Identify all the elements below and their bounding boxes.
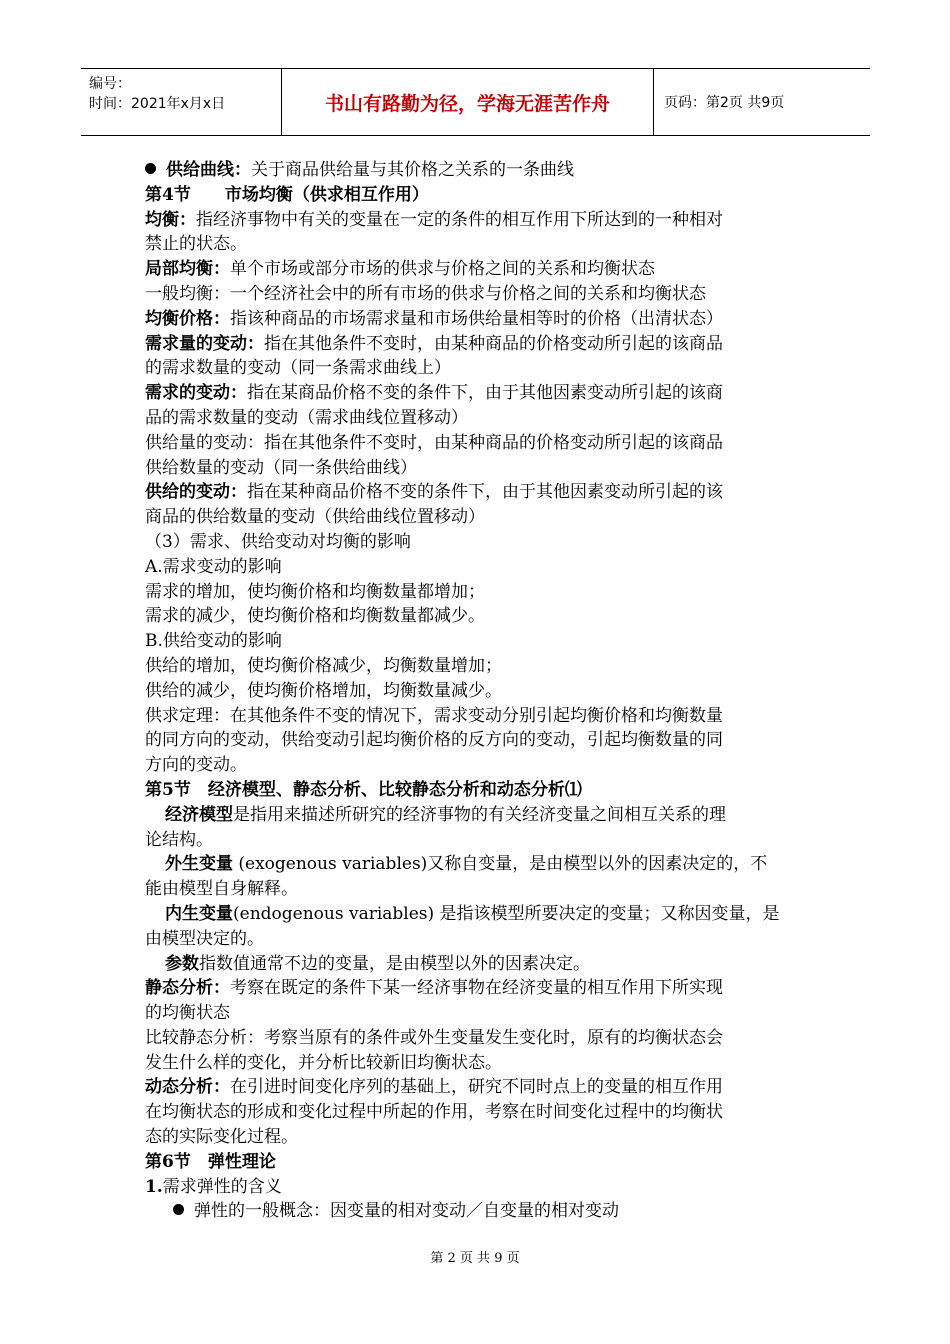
line-text: 供给的增加，使均衡价格减少，均衡数量增加； [145, 655, 502, 676]
line-text: 需求弹性的含义 [162, 1176, 282, 1197]
text-line [145, 803, 810, 828]
text-line [145, 952, 810, 977]
text-line [145, 381, 810, 406]
line-text: 比较静态分析：考察当原有的条件或外生变量发生变化时，原有的均衡状态会 [145, 1027, 723, 1048]
header-page-info: 页码：第2页 共9页 [664, 95, 785, 111]
text-line [145, 257, 810, 282]
line-text: 需求的减少，使均衡价格和均衡数量都减少。 [145, 606, 485, 627]
text-line [145, 282, 810, 307]
document-body [145, 158, 810, 1224]
line-text: 商品的供给数量的变动（供给曲线位置移动） [145, 507, 485, 528]
bold-term: 第6节 弹性理论 [145, 1151, 276, 1172]
text-line [145, 927, 810, 952]
line-text: 品的需求数量的变动（需求曲线位置移动） [145, 407, 468, 428]
text-line [145, 1150, 810, 1175]
text-line [145, 604, 810, 629]
text-line [145, 629, 810, 654]
line-text: A.需求变动的影响 [145, 556, 282, 577]
line-text: 由模型决定的。 [145, 928, 264, 949]
bold-term: 均衡价格： [145, 308, 230, 329]
line-text: 的同方向的变动，供给变动引起均衡价格的反方向的变动，引起均衡数量的同 [145, 730, 723, 751]
line-text: 供给量的变动：指在其他条件不变时，由某种商品的价格变动所引起的该商品 [145, 432, 723, 453]
bold-term: 外生变量 [165, 854, 233, 875]
text-line [145, 778, 810, 803]
line-text: 考察在既定的条件下某一经济事物在经济变量的相互作用下所实现 [230, 978, 723, 999]
bold-term: 经济模型 [165, 804, 233, 825]
text-line [145, 356, 810, 381]
time-label: 时间：2021年x月x日 [89, 96, 226, 112]
line-text: 指在其他条件不变时，由某种商品的价格变动所引起的该商品 [264, 333, 723, 354]
text-line [145, 183, 810, 208]
text-line [145, 456, 810, 481]
line-text: 指在某商品价格不变的条件下，由于其他因素变动所引起的该商 [247, 383, 723, 404]
text-line [145, 530, 810, 555]
bold-term: 需求的变动： [145, 383, 247, 404]
text-line [145, 902, 810, 927]
text-line [145, 1026, 810, 1051]
text-line [145, 406, 810, 431]
text-line [145, 1075, 810, 1100]
line-text: 是指用来描述所研究的经济事物的有关经济变量之间相互关系的理 [233, 804, 726, 825]
line-text: 单个市场或部分市场的供求与价格之间的关系和均衡状态 [230, 259, 655, 280]
text-line [145, 852, 810, 877]
bullet-icon [173, 1204, 184, 1215]
line-text: 指数值通常不边的变量，是由模型以外的因素决定。 [199, 953, 590, 974]
text-line [145, 654, 810, 679]
text-line [145, 208, 810, 233]
text-line [145, 1199, 810, 1224]
line-text: 指在某种商品价格不变的条件下，由于其他因素变动所引起的该 [247, 482, 723, 503]
text-line [145, 1001, 810, 1026]
text-line [145, 828, 810, 853]
bold-term: 供给的变动： [145, 482, 247, 503]
text-line [145, 505, 810, 530]
line-text: 的均衡状态 [145, 1003, 230, 1024]
text-line [145, 431, 810, 456]
bold-term: 动态分析： [145, 1077, 230, 1098]
bold-term: 第4节 市场均衡（供求相互作用） [145, 184, 429, 205]
line-text: 在均衡状态的形成和变化过程中所起的作用，考察在时间变化过程中的均衡状 [145, 1102, 723, 1123]
text-line [145, 877, 810, 902]
line-text: 弹性的一般概念：因变量的相对变动／自变量的相对变动 [194, 1201, 619, 1222]
line-text: 一般均衡：一个经济社会中的所有市场的供求与价格之间的关系和均衡状态 [145, 283, 706, 304]
line-text: 发生什么样的变化，并分析比较新旧均衡状态。 [145, 1052, 502, 1073]
line-text: 指经济事物中有关的变量在一定的条件的相互作用下所达到的一种相对 [196, 209, 723, 230]
bold-term: 内生变量 [165, 903, 233, 924]
bold-term: 第5节 经济模型、静态分析、比较静态分析和动态分析⑴ [145, 779, 582, 800]
bullet-icon [145, 163, 156, 174]
text-line [145, 976, 810, 1001]
line-text: 供给数量的变动（同一条供给曲线） [145, 457, 417, 478]
line-text: 指该种商品的市场需求量和市场供给量相等时的价格（出清状态） [230, 308, 723, 329]
bold-term: 参数 [165, 953, 199, 974]
bold-term: 局部均衡： [145, 259, 230, 280]
header-motto: 书山有路勤为径，学海无涯苦作舟 [282, 69, 654, 135]
text-line [145, 1051, 810, 1076]
line-text: 方向的变动。 [145, 755, 247, 776]
bold-term: 1. [145, 1176, 163, 1197]
line-text: （3）需求、供给变动对均衡的影响 [145, 531, 411, 552]
header-meta-cell [81, 69, 282, 135]
line-text: 的需求数量的变动（同一条需求曲线上） [145, 358, 451, 379]
page-footer: 第 2 页 共 9 页 [430, 1251, 520, 1266]
line-text: 关于商品供给量与其价格之关系的一条曲线 [251, 160, 574, 180]
text-line [145, 1125, 810, 1150]
bold-term: 供给曲线： [166, 160, 251, 180]
bold-term: 静态分析： [145, 978, 230, 999]
text-line [145, 307, 810, 332]
header-table [81, 68, 870, 136]
line-text: 在引进时间变化序列的基础上，研究不同时点上的变量的相互作用 [230, 1077, 723, 1098]
text-line [145, 753, 810, 778]
line-text: 需求的增加，使均衡价格和均衡数量都增加； [145, 581, 485, 602]
text-line [145, 1175, 810, 1200]
text-line [145, 580, 810, 605]
text-line [145, 555, 810, 580]
line-text: (exogenous variables)又称自变量，是由模型以外的因素决定的，不 [233, 854, 768, 875]
line-text: (endogenous variables) 是指该模型所要决定的变量；又称因变量，是 [233, 903, 780, 924]
text-line [145, 704, 810, 729]
text-line [145, 728, 810, 753]
bold-term: 需求量的变动： [145, 333, 264, 354]
text-line [145, 480, 810, 505]
line-text: 供求定理：在其他条件不变的情况下，需求变动分别引起均衡价格和均衡数量 [145, 705, 723, 726]
line-text: 能由模型自身解释。 [145, 879, 298, 900]
text-line [145, 679, 810, 704]
line-text: B.供给变动的影响 [145, 631, 282, 652]
text-line [145, 232, 810, 257]
text-line [145, 332, 810, 357]
text-line [145, 158, 810, 183]
line-text: 态的实际变化过程。 [145, 1127, 298, 1148]
text-line [145, 1100, 810, 1125]
line-text: 禁止的状态。 [145, 234, 247, 255]
line-text: 论结构。 [145, 829, 213, 850]
bold-term: 均衡： [145, 209, 196, 230]
line-text: 供给的减少，使均衡价格增加，均衡数量减少。 [145, 680, 502, 701]
number-label: 编号： [89, 76, 131, 92]
